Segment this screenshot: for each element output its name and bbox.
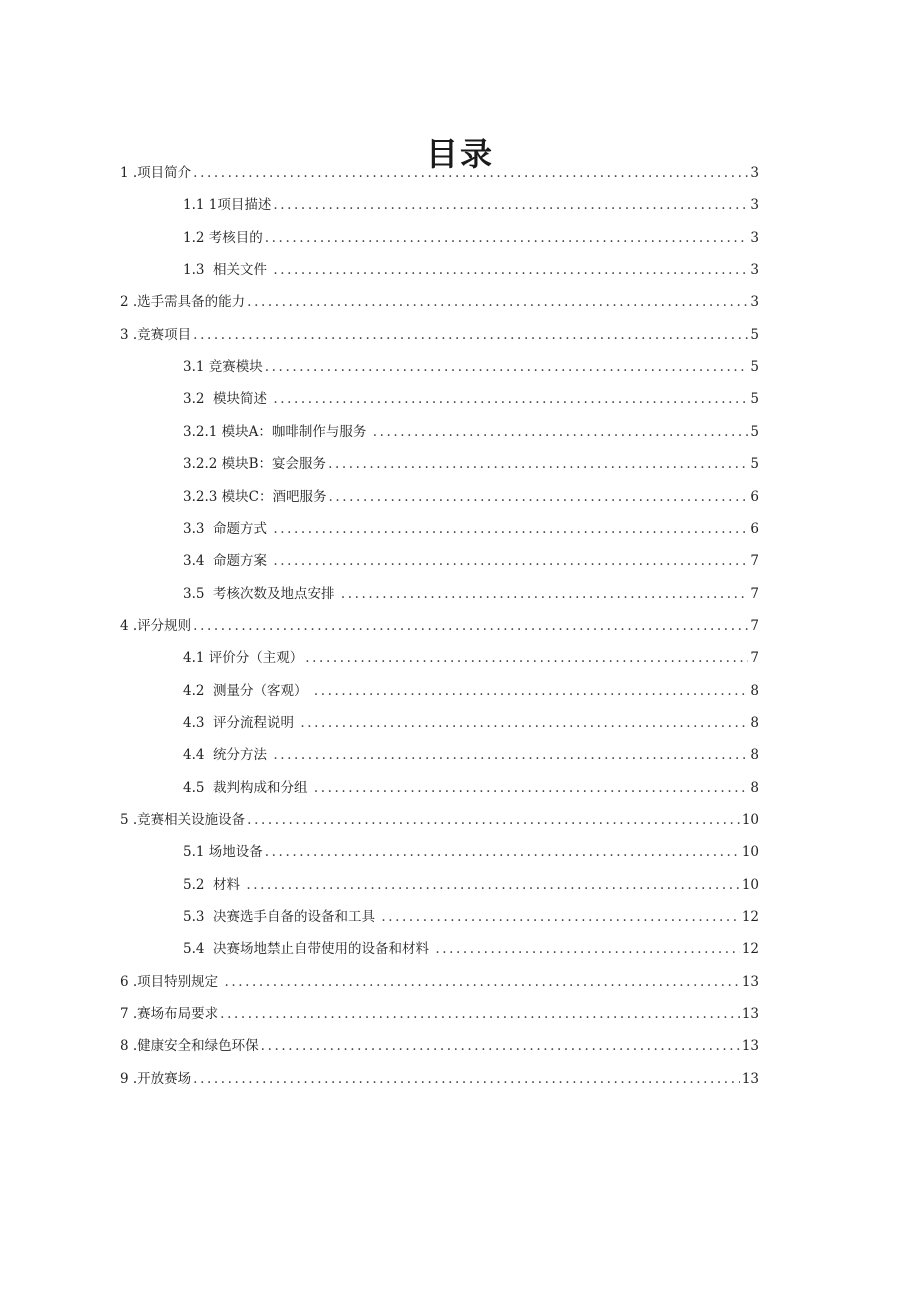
toc-entry[interactable] [183, 222, 759, 254]
toc-entry-page-number: 7 [750, 650, 759, 667]
toc-dot-leader [193, 319, 748, 351]
toc-dot-leader [435, 933, 739, 965]
toc-entry-page-number: 5 [750, 359, 759, 376]
toc-entry-page-number: 5 [750, 326, 759, 343]
toc-entry-page-number: 10 [741, 844, 759, 861]
toc-entry[interactable] [183, 545, 759, 577]
toc-entry[interactable] [183, 869, 759, 901]
toc-entry-title: 3 .竞赛项目 [120, 326, 192, 343]
toc-dot-leader [381, 901, 739, 933]
toc-entry-page-number: 3 [750, 165, 759, 181]
toc-dot-leader [265, 222, 749, 254]
toc-entry-page-number: 8 [750, 779, 759, 796]
toc-dot-leader [300, 707, 748, 739]
toc-entry[interactable] [183, 351, 759, 383]
toc-entry[interactable] [183, 836, 759, 868]
toc-entry-title: 5.4 决赛场地禁止自带使用的设备和材料 [183, 941, 434, 958]
toc-entry[interactable] [183, 448, 759, 480]
toc-entry-page-number: 3 [750, 197, 759, 214]
toc-entry[interactable] [183, 383, 759, 415]
toc-dot-leader [273, 739, 748, 771]
toc-entry[interactable] [183, 675, 759, 707]
toc-entry[interactable] [120, 319, 759, 351]
toc-entry[interactable] [120, 1063, 759, 1095]
toc-dot-leader [224, 966, 739, 998]
toc-entry[interactable] [183, 901, 759, 933]
toc-entry-title: 3.2.3 模块C：酒吧服务 [183, 488, 327, 505]
toc-entry-page-number: 3 [750, 229, 759, 246]
toc-dot-leader [193, 610, 748, 642]
toc-entry-title: 4.3 评分流程说明 [183, 714, 299, 731]
toc-entry-page-number: 8 [750, 682, 759, 699]
toc-entry-title: 3.5 考核次数及地点安排 [183, 585, 339, 602]
toc-entry[interactable] [183, 707, 759, 739]
toc-entry[interactable] [183, 254, 759, 286]
toc-entry-title: 7 .赛场布局要求 [120, 1006, 219, 1023]
toc-entry-title: 5.2 材料 [183, 876, 245, 893]
toc-entry[interactable] [183, 933, 759, 965]
toc-dot-leader [328, 481, 748, 513]
toc-dot-leader [328, 448, 748, 480]
toc-dot-leader [193, 157, 748, 189]
toc-entry-title: 1 .项目简介 [120, 165, 192, 181]
toc-dot-leader [265, 351, 749, 383]
toc-entry-title: 3.4 命题方案 [183, 553, 272, 570]
toc-dot-leader [273, 545, 748, 577]
toc-entry-title: 6 .项目特别规定 [120, 973, 223, 990]
toc-dot-leader [265, 836, 740, 868]
toc-entry-page-number: 13 [741, 1070, 759, 1087]
toc-entry-page-number: 8 [750, 747, 759, 764]
toc-entry-title: 3.2.2 模块B：宴会服务 [183, 456, 327, 473]
toc-entry-title: 4.4 统分方法 [183, 747, 272, 764]
toc-entry-page-number: 7 [750, 617, 759, 634]
toc-entry[interactable] [183, 772, 759, 804]
page-title: 目录 [425, 135, 494, 174]
toc-dot-leader [247, 804, 740, 836]
toc-entry[interactable] [183, 416, 759, 448]
toc-entry-page-number: 12 [741, 941, 759, 958]
toc-entry-page-number: 10 [741, 876, 759, 893]
toc-dot-leader [314, 772, 749, 804]
toc-entry-page-number: 13 [741, 973, 759, 990]
toc-dot-leader [246, 869, 739, 901]
toc-dot-leader [273, 513, 748, 545]
toc-entry-page-number: 5 [750, 423, 759, 440]
toc-entry-page-number: 7 [750, 553, 759, 570]
toc-entry-title: 3.2.1 模块A：咖啡制作与服务 [183, 423, 371, 440]
toc-entry-title: 3.1 竞赛模块 [183, 359, 263, 376]
toc-dot-leader [273, 254, 748, 286]
toc-entry[interactable] [120, 966, 759, 998]
toc-entry[interactable] [183, 513, 759, 545]
toc-entry-title: 5.3 决赛选手自备的设备和工具 [183, 909, 380, 926]
toc-dot-leader [261, 1030, 740, 1062]
toc-entry-page-number: 6 [750, 520, 759, 537]
toc-entry-page-number: 5 [750, 456, 759, 473]
toc-entry[interactable] [120, 1030, 759, 1062]
toc-entry-title: 4 .评分规则 [120, 617, 192, 634]
toc-entry-title: 4.2 测量分（客观） [183, 682, 312, 699]
toc-entry[interactable] [120, 286, 759, 318]
toc-entry-title: 4.5 裁判构成和分组 [183, 779, 312, 796]
toc-entry-title: 3.3 命题方式 [183, 520, 272, 537]
toc-entry[interactable] [120, 157, 759, 189]
toc-entry-page-number: 8 [750, 714, 759, 731]
toc-entry-title: 5 .竞赛相关设施设备 [120, 812, 246, 828]
toc-entry[interactable] [183, 739, 759, 771]
toc-entry-title: 8 .健康安全和绿色环保 [120, 1038, 259, 1055]
toc-dot-leader [273, 383, 748, 415]
toc-entry[interactable] [183, 642, 759, 674]
toc-entry-title: 9 .开放赛场 [120, 1070, 192, 1087]
toc-dot-leader [220, 998, 740, 1030]
toc-entry-page-number: 6 [750, 488, 759, 505]
toc-dot-leader [373, 416, 749, 448]
toc-entry-page-number: 7 [750, 585, 759, 602]
toc-entry-title: 5.1 场地设备 [183, 844, 263, 861]
toc-dot-leader [341, 578, 749, 610]
toc-entry[interactable] [120, 804, 759, 836]
toc-dot-leader [314, 675, 749, 707]
toc-entry[interactable] [120, 998, 759, 1030]
toc-entry-title: 1.3 相关文件 [183, 262, 272, 279]
toc-entry[interactable] [120, 610, 759, 642]
toc-entry[interactable] [183, 481, 759, 513]
toc-entry-page-number: 12 [741, 909, 759, 926]
toc-entry-page-number: 3 [750, 294, 759, 311]
toc-entry-title: 2 .选手需具备的能力 [120, 294, 246, 311]
toc-entry-page-number: 5 [750, 391, 759, 408]
toc-entry-page-number: 10 [741, 812, 759, 828]
toc-entry-title: 1.2 考核目的 [183, 229, 263, 246]
toc-dot-leader [305, 642, 748, 674]
toc-entry-title: 1.1 1项目描述 [183, 197, 272, 214]
toc-entry-title: 4.1 评价分（主观） [183, 650, 304, 667]
toc-entry-title: 3.2 模块简述 [183, 391, 272, 408]
toc-entry[interactable] [183, 189, 759, 221]
toc-dot-leader [247, 286, 748, 318]
toc-entry-page-number: 13 [741, 1038, 759, 1055]
toc-entry-page-number: 3 [750, 262, 759, 279]
toc-entry-page-number: 13 [741, 1006, 759, 1023]
toc-entry[interactable] [183, 578, 759, 610]
toc-dot-leader [273, 189, 748, 221]
toc-dot-leader [193, 1063, 740, 1095]
